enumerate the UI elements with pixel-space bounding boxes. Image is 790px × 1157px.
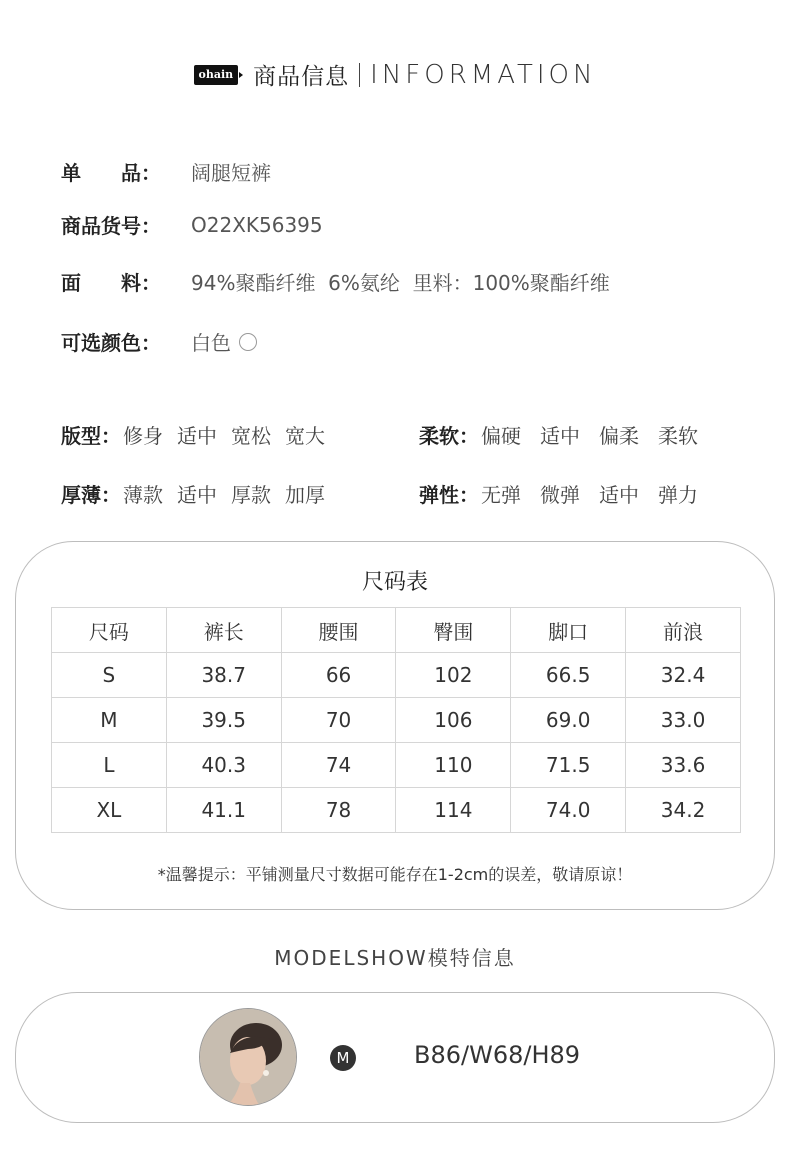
- table-cell: 69.0: [511, 698, 626, 743]
- attr-option: 薄款: [123, 483, 163, 507]
- info-label: 面 料：: [61, 271, 161, 295]
- table-cell: 106: [396, 698, 511, 743]
- table-cell: 110: [396, 743, 511, 788]
- info-value: 94%聚酯纤维 6%氨纶 里料：100%聚酯纤维: [191, 271, 610, 295]
- attr-option: 厚款: [231, 483, 271, 507]
- table-row: [52, 788, 741, 833]
- model-avatar: [199, 1008, 297, 1106]
- table-cell: 74: [281, 743, 396, 788]
- logo-arrow-icon: [239, 72, 243, 78]
- size-chart-note: *温馨提示：平铺测量尺寸数据可能存在1-2cm的误差，敬请原谅！: [157, 865, 633, 884]
- attr-option: 柔软: [658, 424, 698, 448]
- attr-option: 偏硬: [481, 424, 521, 448]
- attr-elasticity: [419, 479, 698, 508]
- table-header-cell: 裤长: [166, 608, 281, 653]
- size-table: [51, 607, 741, 833]
- table-header-cell: 尺码: [52, 608, 167, 653]
- attr-option: 适中: [599, 483, 639, 507]
- info-value: 白色: [191, 331, 231, 355]
- attr-option-selected: 微弹: [540, 479, 580, 508]
- brand-logo: [194, 65, 244, 85]
- table-row: [52, 743, 741, 788]
- info-label: 可选颜色：: [61, 331, 161, 355]
- attr-option: 偏柔: [599, 424, 639, 448]
- table-cell: XL: [52, 788, 167, 833]
- table-cell: 40.3: [166, 743, 281, 788]
- table-header-cell: 臀围: [396, 608, 511, 653]
- table-header-cell: 腰围: [281, 608, 396, 653]
- table-cell: L: [52, 743, 167, 788]
- table-cell: 66.5: [511, 653, 626, 698]
- model-section-title: MODELSHOW模特信息: [274, 946, 516, 970]
- info-value: O22XK56395: [191, 212, 323, 237]
- model-size-badge: M: [330, 1045, 356, 1071]
- attr-option: 弹力: [658, 483, 698, 507]
- color-swatch-white[interactable]: [239, 333, 257, 351]
- model-measurements: B86/W68/H89: [414, 1041, 581, 1069]
- table-cell: 41.1: [166, 788, 281, 833]
- table-row: [52, 698, 741, 743]
- info-row-product: [61, 157, 271, 186]
- table-cell: 34.2: [626, 788, 741, 833]
- info-row-fabric: [61, 267, 610, 296]
- table-cell: 66: [281, 653, 396, 698]
- attr-label: 柔软：: [419, 424, 479, 448]
- table-cell: 71.5: [511, 743, 626, 788]
- attr-option: 宽大: [285, 424, 325, 448]
- attr-thickness: [61, 479, 325, 508]
- table-cell: M: [52, 698, 167, 743]
- size-chart-title: 尺码表: [361, 570, 428, 595]
- header-title-en: INFORMATION: [370, 59, 597, 90]
- table-header-row: [52, 608, 741, 653]
- table-cell: 33.0: [626, 698, 741, 743]
- info-row-sku: [61, 210, 323, 239]
- table-row: [52, 653, 741, 698]
- info-label: 商品货号：: [61, 214, 161, 238]
- page-header: [0, 58, 790, 91]
- model-portrait-icon: [200, 1009, 297, 1106]
- header-title-cn: 商品信息: [253, 64, 350, 90]
- table-cell: 78: [281, 788, 396, 833]
- attr-label: 弹性：: [419, 483, 479, 507]
- table-cell: 102: [396, 653, 511, 698]
- header-divider: [359, 63, 360, 87]
- attr-label: 版型：: [61, 424, 121, 448]
- attr-option: 无弹: [481, 483, 521, 507]
- attr-option-selected: 适中: [540, 420, 580, 449]
- table-cell: 32.4: [626, 653, 741, 698]
- table-cell: 33.6: [626, 743, 741, 788]
- attr-option: 修身: [123, 424, 163, 448]
- attr-option-selected: 适中: [177, 420, 217, 449]
- attr-softness: [419, 420, 698, 449]
- table-cell: 39.5: [166, 698, 281, 743]
- brand-logo-text: ohain: [194, 65, 239, 85]
- attr-option-selected: 适中: [177, 479, 217, 508]
- table-cell: 114: [396, 788, 511, 833]
- attr-label: 厚薄：: [61, 483, 121, 507]
- table-cell: S: [52, 653, 167, 698]
- attr-option: 加厚: [285, 483, 325, 507]
- info-label: 单 品：: [61, 161, 161, 185]
- info-value: 阔腿短裤: [191, 161, 271, 185]
- info-row-color: [61, 327, 257, 356]
- table-cell: 70: [281, 698, 396, 743]
- table-header-cell: 脚口: [511, 608, 626, 653]
- attr-option: 宽松: [231, 424, 271, 448]
- table-cell: 38.7: [166, 653, 281, 698]
- table-cell: 74.0: [511, 788, 626, 833]
- table-header-cell: 前浪: [626, 608, 741, 653]
- model-info-card: [15, 992, 775, 1123]
- attr-fit: [61, 420, 325, 449]
